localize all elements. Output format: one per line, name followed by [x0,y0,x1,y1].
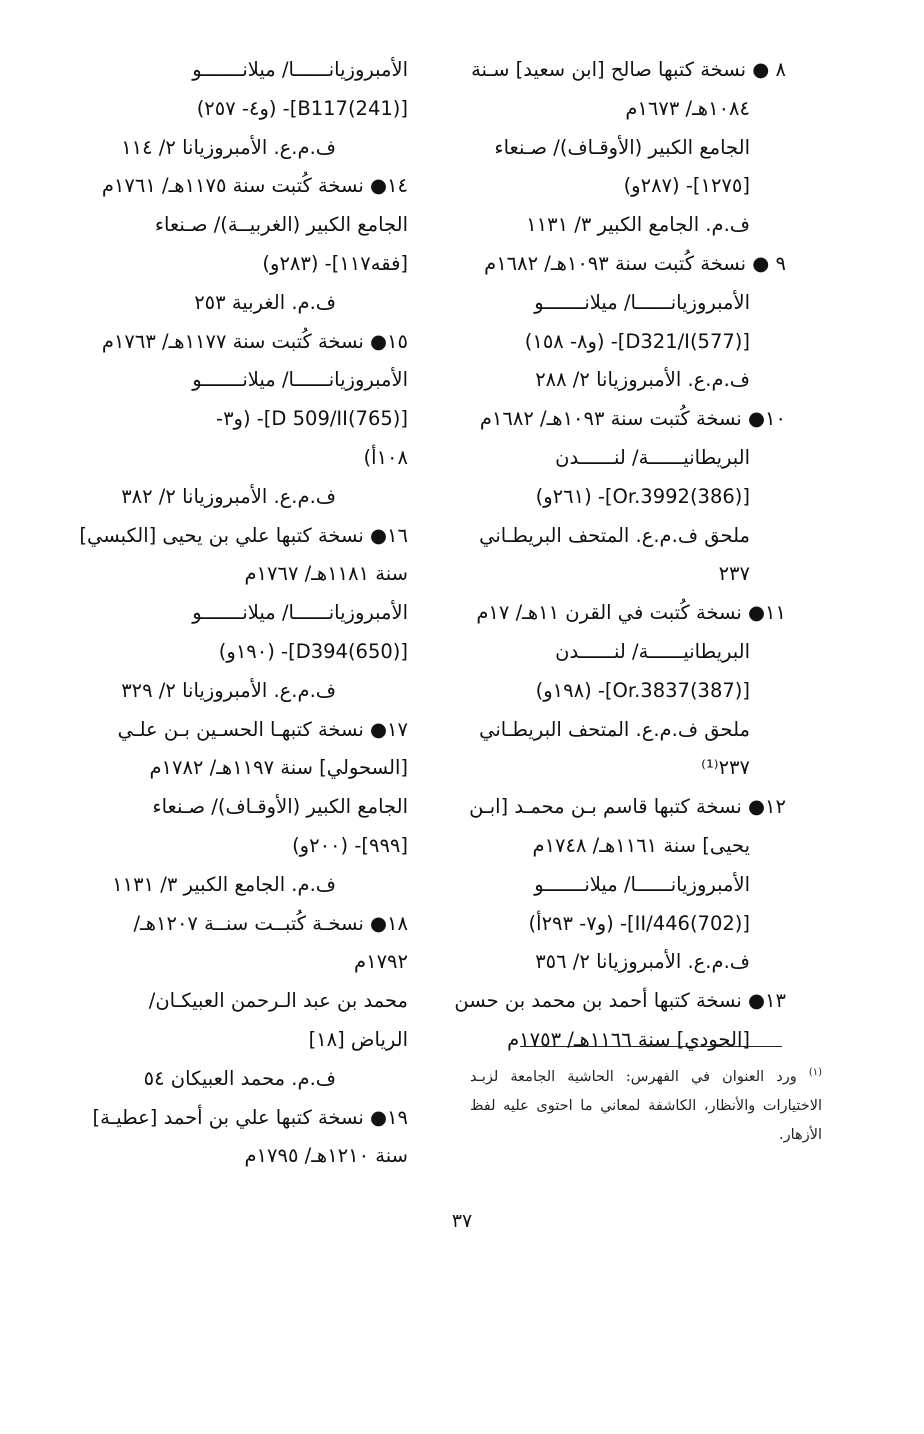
text-line: ف.م.ع. الأمبروزيانا ٢/ ٢٨٨ [535,368,750,392]
text-line: [فقه١١٧]- (٢٨٣و) [262,251,408,275]
text-line: ٨ ● نسخة كتبها صالح [ابن سعيد] سـنة [471,58,786,81]
text-line: سنة ١٢١٠هـ/ ١٧٩٥م [244,1144,408,1168]
text-line: ف.م. الجامع الكبير ٣/ ١١٣١ [112,872,336,896]
text-line: الجامع الكبير (الغربيــة)/ صـنعاء [154,213,408,237]
left-column [58,51,408,1176]
text-line: ١٤● نسخة كُتبت سنة ١١٧٥هـ/ ١٧٦١م [101,174,408,198]
text-line: ف.م.ع. الأمبروزيانا ٢/ ١١٤ [121,135,336,159]
text-line: ١٠● نسخة كُتبت سنة ١٠٩٣هـ/ ١٦٨٢م [479,407,786,431]
text-line: الجامع الكبير (الأوقـاف)/ صـنعاء [494,135,750,159]
text-line: الجامع الكبير (الأوقـاف)/ صـنعاء [152,795,408,819]
text-line: الأمبروزيانــــــا/ ميلانـــــــو [534,290,750,314]
footnote-marker: (١) [808,1067,822,1078]
text-line: يحيى] سنة ١١٦١هـ/ ١٧٤٨م [532,833,750,857]
text-line: ٢٣٧⁽¹⁾ [701,756,750,780]
text-line: [(650)D394]- (١٩٠و) [218,639,408,663]
text-line: [(387)Or.3837]- (١٩٨و) [535,678,750,702]
text-line: ف.م.ع. الأمبروزيانا ٢/ ٣٥٦ [535,950,750,974]
text-line: الأمبروزيانــــــا/ ميلانـــــــو [192,58,408,81]
footnote-text: ورد العنوان في الفهرس: الحاشية الجامعة لزبـد الاختيارات والأنظار، الكاشفة لمعاني ما احتوى عليه لفظ الأزهار. [470,1068,822,1143]
text-line: [الحودي] سنة ١١٦٦هـ/ ١٧٥٣م [507,1027,750,1051]
text-line: الرياض [١٨] [308,1027,408,1051]
text-line: ١٧٩٢م [354,950,408,974]
text-line: البريطانيــــــة/ لنــــــدن [555,639,750,663]
text-line: ملحق ف.م.ع. المتحف البريطـاني [479,523,750,547]
text-line: ١٩● نسخة كتبها علي بن أحمد [عطيـة] [92,1105,408,1129]
text-line: ١٣● نسخة كتبها أحمد بن محمد بن حسن [454,989,786,1013]
text-line: ف.م.ع. الأمبروزيانا ٢/ ٣٨٢ [121,484,336,508]
text-line: ف.م. محمد العبيكان ٥٤ [143,1066,336,1090]
text-line: البريطانيــــــة/ لنــــــدن [555,445,750,469]
text-line: الأمبروزيانــــــا/ ميلانـــــــو [192,368,408,392]
text-line: [(241)B117]- (و٤- ٢٥٧) [196,96,408,120]
text-line: [(577)D321/I]- (و٨- ١٥٨) [524,329,750,353]
text-line: ١٦● نسخة كتبها علي بن يحيى [الكبسي] [79,523,408,547]
text-line: ١٥● نسخة كُتبت سنة ١١٧٧هـ/ ١٧٦٣م [101,329,408,353]
text-line: ١٠٨أ) [363,445,408,469]
text-line: ١١● نسخة كُتبت في القرن ١١هـ/ ١٧م [476,601,786,625]
text-line: ١٢● نسخة كتبها قاسم بـن محمـد [ابـن [469,795,786,819]
text-line: ف.م.ع. الأمبروزيانا ٢/ ٣٢٩ [121,678,336,702]
text-line: [(702)446/II]- (و٧- ٢٩٣أ) [528,911,750,935]
text-line: ١٨● نسخـة كُتبــت سنــة ١٢٠٧هـ/ [133,911,408,935]
text-line: ملحق ف.م.ع. المتحف البريطـاني [479,717,750,741]
text-line: [٩٩٩]- (٢٠٠و) [292,833,408,857]
right-column [436,51,786,1060]
text-line: [(765)D 509/II]- (و٣- [216,407,408,431]
text-line: [١٢٧٥]- (٢٨٧و) [623,174,750,198]
text-line: الأمبروزيانــــــا/ ميلانـــــــو [192,601,408,625]
page-number: ٣٧ [451,1210,473,1232]
text-line: سنة ١١٨١هـ/ ١٧٦٧م [244,562,408,586]
text-line: ف.م. الجامع الكبير ٣/ ١١٣١ [526,213,750,237]
text-line: ف.م. الغربية ٢٥٣ [194,290,336,314]
text-line: [(386)Or.3992]- (٢٦١و) [535,484,750,508]
text-line: ١٠٨٤هـ/ ١٦٧٣م [625,96,750,120]
text-line: [السحولي] سنة ١١٩٧هـ/ ١٧٨٢م [149,756,408,780]
text-line: محمد بن عبد الـرحمن العبيكـان/ [148,989,408,1013]
footnote-separator [520,1046,782,1047]
footnote [470,1058,822,1150]
text-line: ١٧● نسخة كتبهـا الحسـين بـن علـي [117,717,408,741]
text-line: ٩ ● نسخة كُتبت سنة ١٠٩٣هـ/ ١٦٨٢م [484,251,786,275]
text-line: ٢٣٧ [718,562,750,586]
text-line: الأمبروزيانــــــا/ ميلانـــــــو [534,872,750,896]
